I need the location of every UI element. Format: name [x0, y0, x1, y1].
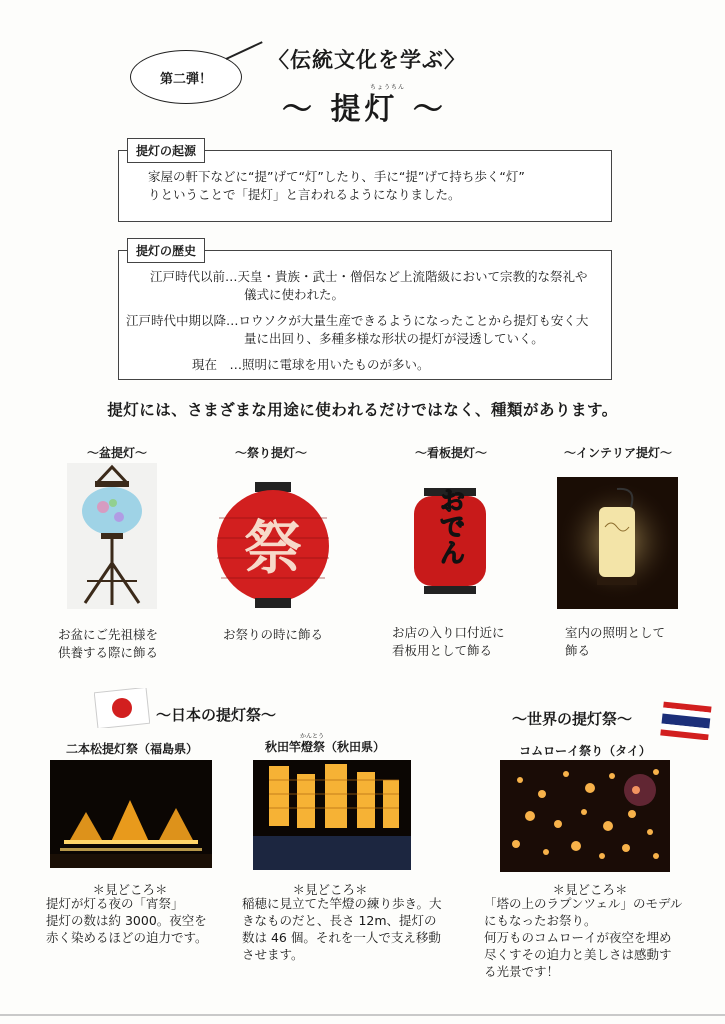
history-desc-cont: 儀式に使われた。 — [244, 287, 345, 302]
type-desc-bon — [58, 626, 158, 662]
fest-desc-khomloi — [484, 895, 682, 980]
fest-line: 提灯の数は約 3000。夜空を — [46, 913, 207, 928]
mido-label: ＊見どころ＊ — [92, 882, 168, 897]
fest-line: 何万ものコムローイが夜空を埋め — [484, 930, 672, 945]
fest-line: きなものだと、長さ 12m、提灯の — [242, 913, 437, 928]
history-desc: 天皇・貴族・武士・僧侶など上流階級において宗教的な祭礼や — [237, 269, 588, 284]
type-title-interior: ～インテリア提灯～ — [563, 446, 672, 460]
lead-text: 提灯には、さまざまな用途に使われるだけではなく、種類があります。 — [107, 401, 618, 419]
type-title-matsuri: ～祭り提灯～ — [234, 446, 307, 460]
fest-line: 数は 46 個。それを一人で支え移動 — [242, 930, 441, 945]
type-desc-matsuri — [223, 626, 323, 644]
japan-heading: ～日本の提灯祭～ — [156, 706, 277, 724]
page-bottom-rule — [0, 1014, 725, 1016]
fest-name-nihonmatsu: 二本松提灯祭（福島県） — [65, 742, 198, 756]
matsuri-lantern-image — [215, 478, 331, 610]
thailand-flag-icon — [660, 700, 712, 740]
kanban-sign-text: おでん — [435, 487, 465, 565]
history-item — [150, 268, 588, 286]
history-item — [126, 312, 588, 330]
bon-lantern-image — [67, 463, 157, 609]
desc-line: 供養する際に飾る — [58, 645, 159, 660]
bubble-tail — [226, 41, 263, 60]
japan-flag-icon — [94, 688, 150, 728]
badge-text: 第二弾！ — [159, 71, 212, 87]
fest-name-khomloi: コムローイ祭り（タイ） — [519, 744, 651, 758]
fest-line: る光景です！ — [484, 964, 560, 979]
history-desc: 照明に電球を用いたものが多い。 — [242, 357, 430, 372]
fest-line: にもなったお祭り。 — [484, 913, 597, 928]
fest-line: 尽くすその迫力と美しさは感動す — [484, 947, 672, 962]
type-title-kanban: ～看板提灯～ — [414, 446, 487, 460]
kanto-ruby: かんとう — [300, 733, 325, 740]
history-item — [192, 356, 430, 374]
history-era: 江戸時代中期以降… — [126, 313, 239, 328]
origin-label: 提灯の起源 — [127, 138, 205, 163]
fest-desc-nihonmatsu — [46, 895, 208, 946]
title-ruby: ちょうちん — [370, 84, 406, 91]
type-desc-kanban — [392, 624, 505, 660]
fest-line: 提灯が灯る夜の「宵祭」 — [46, 896, 184, 911]
fest-line: 稲穂に見立てた竿燈の練り歩き。大 — [242, 896, 442, 911]
origin-line: りということで「提灯」と言われるようになりました。 — [148, 187, 461, 202]
matsuri-char: 祭 — [243, 514, 303, 582]
page-title: ～ 提灯 ～ — [282, 92, 447, 127]
page-subtitle: 〈伝統文化を学ぶ〉 — [268, 48, 466, 72]
history-label: 提灯の歴史 — [127, 238, 205, 263]
fest-line: 赤く染めるほどの迫力です。 — [46, 930, 208, 945]
kanto-photo — [253, 760, 411, 870]
fest-line: させます。 — [242, 947, 304, 962]
world-heading: ～世界の提灯祭～ — [512, 710, 633, 728]
kanban-lantern-image — [408, 486, 492, 596]
type-title-bon: ～盆提灯～ — [86, 446, 147, 460]
khomloi-photo — [500, 760, 670, 872]
desc-line: 室内の照明として — [565, 625, 666, 640]
desc-line: 看板用として飾る — [392, 643, 493, 658]
history-era: 江戸時代以前… — [150, 269, 238, 284]
type-desc-interior — [565, 624, 665, 660]
interior-lantern-image — [557, 477, 678, 609]
desc-line: お店の入り口付近に — [392, 625, 505, 640]
desc-line: お盆にご先祖様を — [58, 627, 159, 642]
history-desc-cont: 量に出回り、多種多様な形状の提灯が浸透していく。 — [244, 331, 544, 346]
origin-line: 家屋の軒下などに“提”げて“灯”したり、手に“提”げて持ち歩く“灯” — [148, 169, 525, 184]
history-era: 現在 … — [192, 357, 243, 372]
desc-line: お祭りの時に飾る — [223, 627, 324, 642]
fest-line: 「塔の上のラプンツェル」のモデル — [484, 896, 683, 911]
fest-desc-kanto — [242, 895, 442, 963]
desc-line: 飾る — [565, 643, 591, 658]
nihonmatsu-photo — [50, 760, 212, 868]
fest-name-kanto: 秋田竿燈祭（秋田県） — [264, 740, 385, 754]
history-desc: ロウソクが大量生産できるようになったことから提灯も安く大 — [238, 313, 589, 328]
mido-label: ＊見どころ＊ — [552, 882, 628, 897]
origin-text — [148, 168, 603, 204]
mido-label: ＊見どころ＊ — [292, 882, 368, 897]
